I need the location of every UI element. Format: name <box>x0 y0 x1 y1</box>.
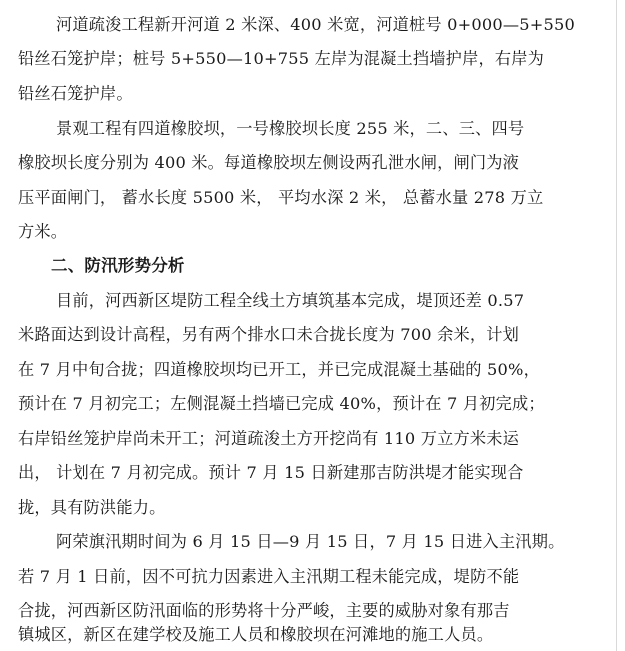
paragraph-line <box>0 355 625 385</box>
paragraph-line <box>0 527 625 557</box>
line-text: 目前，河西新区堤防工程全线土方填筑基本完成，堤顶还差 0.57 <box>56 291 525 310</box>
paragraph-line <box>0 183 625 213</box>
line-text: 若 7 月 1 日前，因不可抗力因素进入主汛期工程未能完成，堤防不能 <box>18 567 520 586</box>
section-heading <box>0 251 625 281</box>
paragraph-line <box>0 10 625 40</box>
paragraph-line <box>0 79 625 109</box>
paragraph-line <box>0 44 625 74</box>
line-text: 压平面闸门， 蓄水长度 5500 米， 平均水深 2 米， 总蓄水量 278 万立 <box>18 188 544 207</box>
paragraph-line <box>0 493 625 523</box>
line-text: 铅丝石笼护岸。 <box>18 84 133 103</box>
paragraph-line <box>0 114 625 144</box>
paragraph-line <box>0 320 625 350</box>
line-text: 方米。 <box>18 222 68 241</box>
line-text: 景观工程有四道橡胶坝，一号橡胶坝长度 255 米，二、三、四号 <box>56 119 525 138</box>
paragraph-line <box>0 286 625 316</box>
line-text: 镇城区，新区在建学校及施工人员和橡胶坝在河滩地的施工人员。 <box>18 625 494 644</box>
paragraph-line <box>0 620 625 650</box>
paragraph-line <box>0 389 625 419</box>
paragraph-line <box>0 148 625 178</box>
line-text: 河道疏浚工程新开河道 2 米深、400 米宽，河道桩号 0+000—5+550 <box>56 15 576 34</box>
line-text: 橡胶坝长度分别为 400 米。每道橡胶坝左侧设两孔泄水闸，闸门为液 <box>18 153 520 172</box>
paragraph-line <box>0 424 625 454</box>
line-text: 阿荣旗汛期时间为 6 月 15 日—9 月 15 日，7 月 15 日进入主汛期。 <box>56 532 565 551</box>
paragraph-line <box>0 217 625 247</box>
paragraph-line <box>0 458 625 488</box>
line-text: 拢，具有防洪能力。 <box>18 498 166 517</box>
line-text: 预计在 7 月初完工；左侧混凝土挡墙已完成 40%，预计在 7 月初完成； <box>18 394 545 413</box>
line-text: 右岸铅丝笼护岸尚未开工；河道疏浚土方开挖尚有 110 万立方米未运 <box>18 429 520 448</box>
paragraph-line <box>0 562 625 592</box>
line-text: 在 7 月中旬合拢；四道橡胶坝均已开工，并已完成混凝土基础的 50%， <box>18 360 540 379</box>
line-text: 合拢，河西新区防汛面临的形势将十分严峻，主要的威胁对象有那吉 <box>18 601 510 620</box>
line-text: 米路面达到设计高程，另有两个排水口未合拢长度为 700 余米，计划 <box>18 325 520 344</box>
line-text: 出， 计划在 7 月初完成。预计 7 月 15 日新建那吉防洪堤才能实现合 <box>18 463 524 482</box>
line-text: 铅丝石笼护岸；桩号 5+550—10+755 左岸为混凝土挡墙护岸，右岸为 <box>18 49 545 68</box>
section-heading-text: 二、防汛形势分析 <box>51 256 185 275</box>
